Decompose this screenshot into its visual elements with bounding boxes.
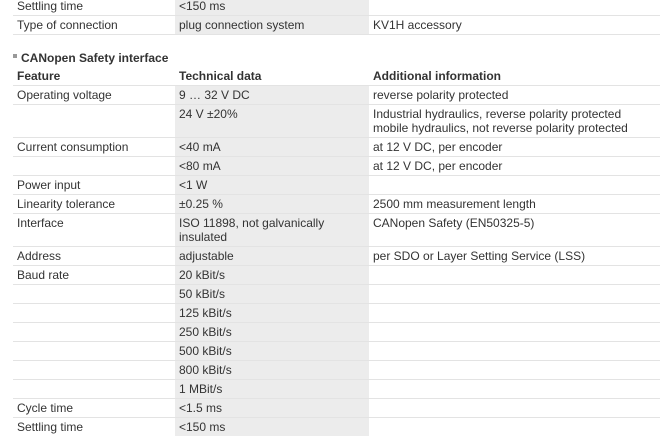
info-cell: reverse polarity protected: [373, 88, 509, 102]
info-cell: 2500 mm measurement length: [373, 197, 536, 211]
tech-line: insulated: [179, 230, 228, 244]
info-cell: [369, 399, 660, 417]
table-row: [13, 265, 660, 284]
table-row: [13, 379, 660, 398]
tech-data-cell: 24 V ±20%: [175, 105, 369, 137]
feature-cell: [13, 380, 175, 398]
table-row: [13, 15, 660, 34]
table-row: [13, 284, 660, 303]
tech-data-cell: <80 mA: [175, 157, 369, 175]
tech-data-cell: 1 MBit/s: [175, 380, 369, 398]
header-feature: Feature: [17, 69, 61, 83]
info-cell: [369, 304, 660, 322]
table-row: [13, 360, 660, 379]
section-heading: [13, 51, 168, 65]
tech-data-cell: 250 kBit/s: [175, 323, 369, 341]
previous-spec-table: [13, 0, 660, 35]
info-cell: [369, 176, 660, 194]
feature-cell: [13, 323, 175, 341]
feature-cell: [13, 285, 175, 303]
tech-data-cell: <1 W: [175, 176, 369, 194]
feature-cell: Type of connection: [17, 18, 118, 32]
feature-cell: [13, 304, 175, 322]
canopen-spec-table: [13, 67, 660, 436]
info-cell: [369, 342, 660, 360]
table-row: [13, 104, 660, 137]
tech-data-cell: adjustable: [175, 247, 369, 265]
feature-cell: [13, 361, 175, 379]
feature-cell: Settling time: [17, 0, 84, 13]
info-cell: [369, 105, 660, 137]
table-row: [13, 398, 660, 417]
tech-data-cell: [175, 214, 369, 246]
info-cell: [369, 285, 660, 303]
info-cell: at 12 V DC, per encoder: [373, 159, 503, 173]
info-cell: [369, 380, 660, 398]
table-row: [13, 213, 660, 246]
info-line: mobile hydraulics, not reverse polarity protected: [373, 121, 628, 135]
tech-data-cell: <150 ms: [175, 418, 369, 436]
table-row: [13, 417, 660, 436]
header-additional-info: Additional information: [373, 69, 501, 83]
table-row: [13, 175, 660, 194]
tech-data-cell: <150 ms: [175, 0, 369, 15]
tech-line: ISO 11898, not galvanically: [179, 216, 325, 230]
info-cell: KV1H accessory: [373, 18, 462, 32]
feature-cell: [13, 342, 175, 360]
tech-data-cell: ±0.25 %: [175, 195, 369, 213]
feature-cell: Current consumption: [17, 140, 129, 154]
info-line: Industrial hydraulics, reverse polarity protected: [373, 107, 622, 121]
tech-data-cell: 50 kBit/s: [175, 285, 369, 303]
info-cell: at 12 V DC, per encoder: [373, 140, 503, 154]
header-technical-data: Technical data: [179, 69, 262, 83]
feature-cell: Power input: [17, 178, 81, 192]
table-row: [13, 246, 660, 265]
tech-data-cell: 500 kBit/s: [175, 342, 369, 360]
tech-data-cell: 20 kBit/s: [175, 266, 369, 284]
feature-cell: Settling time: [17, 420, 84, 434]
feature-cell: [13, 105, 175, 137]
feature-cell: Operating voltage: [17, 88, 112, 102]
table-row: [13, 137, 660, 156]
feature-cell: [13, 157, 175, 175]
feature-cell: Baud rate: [17, 268, 70, 282]
tech-data-cell: 800 kBit/s: [175, 361, 369, 379]
table-header-row: [13, 67, 660, 85]
feature-cell: Interface: [17, 216, 64, 230]
tech-data-cell: 125 kBit/s: [175, 304, 369, 322]
info-cell: [369, 0, 660, 15]
bullet-square-icon: [13, 54, 17, 58]
tech-data-cell: <40 mA: [175, 138, 369, 156]
table-row: [13, 322, 660, 341]
info-cell: [369, 266, 660, 284]
table-row: [13, 194, 660, 213]
section-title: CANopen Safety interface: [21, 51, 169, 65]
table-row: [13, 156, 660, 175]
table-row: [13, 341, 660, 360]
table-row: [13, 0, 660, 15]
feature-cell: Linearity tolerance: [17, 197, 116, 211]
feature-cell: Cycle time: [17, 401, 74, 415]
tech-data-cell: plug connection system: [175, 16, 369, 34]
info-cell: [369, 361, 660, 379]
tech-data-cell: 9 … 32 V DC: [175, 86, 369, 104]
info-cell: [369, 323, 660, 341]
info-cell: [369, 418, 660, 436]
feature-cell: Address: [17, 249, 62, 263]
tech-data-cell: <1.5 ms: [175, 399, 369, 417]
info-cell: per SDO or Layer Setting Service (LSS): [373, 249, 586, 263]
table-row: [13, 85, 660, 104]
info-cell: CANopen Safety (EN50325-5): [373, 216, 535, 230]
table-row: [13, 303, 660, 322]
